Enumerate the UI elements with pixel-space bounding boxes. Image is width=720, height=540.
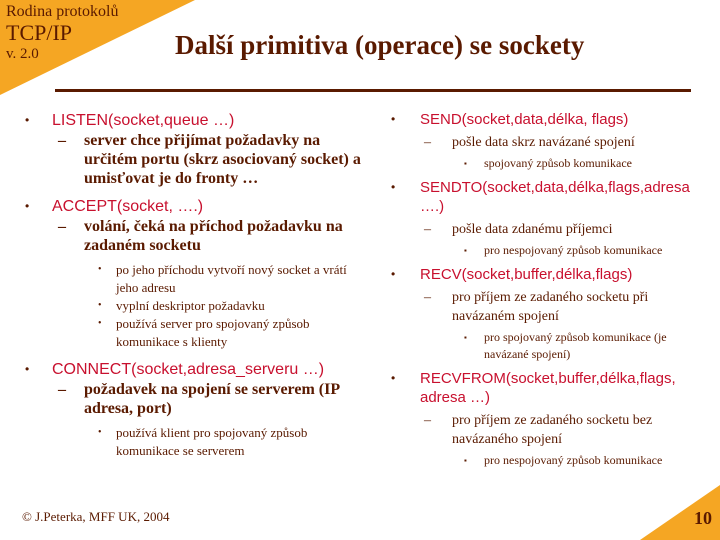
listen-desc: server chce přijímat požadavky na určitém portu (skrz asociovaný socket) a umisťovat je do fronty … [84, 132, 361, 187]
listen-desc-item: – server chce přijímat požadavky na určitém portu (skrz asociovaný socket) a umisťovat je do fronty … [58, 132, 361, 187]
footer-copyright: © J.Peterka, MFF UK, 2004 [22, 509, 170, 524]
left-column [22, 110, 367, 460]
recv-desc-item: – pro příjem ze zadaného socketu při navázaném spojení [424, 290, 649, 324]
bullet-recvfrom: • RECVFROM(socket,buffer,délka,flags, adresa …) [391, 370, 676, 406]
slide-title: Další primitiva (operace) se sockety [175, 30, 585, 60]
sendto-call: SENDTO(socket,data,délka,flags,adresa ….) [420, 179, 690, 215]
send-detail-item: ▪ spojovaný způsob komunikace [464, 156, 632, 170]
send-call: SEND(socket,data,délka, flags) [420, 111, 629, 128]
accept-detail-item: • používá server pro spojovaný způsob komunikace s klienty [98, 316, 310, 349]
sendto-desc-item: – pošle data zdanému příjemci [424, 222, 613, 237]
recv-detail-item: ▪ pro spojovaný způsob komunikace (je navázané spojení) [464, 330, 667, 361]
accept-desc-item: – volání, čeká na příchod požadavku na zadaném socketu [58, 218, 343, 254]
bullet-connect: • CONNECT(socket,adresa_serveru …) [25, 361, 325, 378]
bullet-accept: • ACCEPT(socket, ….) [25, 198, 204, 215]
send-desc-item: – pošle data skrz navázané spojení [424, 135, 635, 150]
bullet-sendto: • SENDTO(socket,data,délka,flags,adresa ….) [391, 179, 690, 215]
page-number: 10 [694, 508, 712, 528]
accept-detail-item: • po jeho příchodu vytvoří nový socket a vrátí jeho adresu [98, 262, 347, 295]
recv-call: RECV(socket,buffer,délka,flags) [420, 266, 633, 283]
brand-line-3: v. 2.0 [6, 46, 39, 62]
connect-desc-item: – požadavek na spojení se serverem (IP adresa, port) [58, 381, 340, 417]
right-column [388, 110, 710, 469]
recv-desc: pro příjem ze zadaného socketu při navázaném spojení [452, 290, 649, 324]
recv-detail: pro spojovaný způsob komunikace (je navázané spojení) [484, 330, 667, 361]
send-desc: pošle data skrz navázané spojení [452, 135, 635, 150]
sendto-detail-item: ▪ pro nespojovaný způsob komunikace [464, 243, 663, 257]
recvfrom-call: RECVFROM(socket,buffer,délka,flags, adresa …) [420, 370, 676, 406]
recvfrom-desc-item: – pro příjem ze zadaného socketu bez navázaného spojení [424, 413, 653, 447]
connect-desc: požadavek na spojení se serverem (IP adresa, port) [84, 381, 340, 417]
bullet-send: • SEND(socket,data,délka, flags) [391, 111, 629, 128]
accept-detail-item: • vyplní deskriptor požadavku [98, 298, 265, 313]
bullet-listen: • LISTEN(socket,queue …) [25, 112, 235, 129]
title-divider [55, 89, 691, 92]
connect-call: CONNECT(socket,adresa_serveru …) [52, 361, 325, 378]
connect-detail-1: používá klient pro spojovaný způsob komunikace se serverem [116, 425, 308, 458]
brand-block [6, 4, 118, 62]
listen-call: LISTEN(socket,queue …) [52, 112, 235, 129]
recvfrom-detail-item: ▪ pro nespojovaný způsob komunikace [464, 453, 663, 467]
accept-detail-3: používá server pro spojovaný způsob komunikace s klienty [116, 316, 310, 349]
brand-line-1: Rodina protokolů [6, 3, 119, 20]
sendto-desc: pošle data zdanému příjemci [452, 222, 613, 237]
bullet-recv: • RECV(socket,buffer,délka,flags) [391, 266, 633, 283]
sendto-detail: pro nespojovaný způsob komunikace [484, 243, 663, 257]
accept-call: ACCEPT(socket, ….) [52, 198, 204, 215]
send-detail: spojovaný způsob komunikace [484, 156, 632, 170]
recvfrom-detail: pro nespojovaný způsob komunikace [484, 453, 663, 467]
accept-desc: volání, čeká na příchod požadavku na zadaném socketu [84, 218, 343, 254]
brand-line-2: TCP/IP [6, 20, 73, 45]
recvfrom-desc: pro příjem ze zadaného socketu bez navázaného spojení [452, 413, 653, 447]
accept-detail-1: po jeho příchodu vytvoří nový socket a vrátí jeho adresu [116, 262, 347, 295]
accept-detail-2: vyplní deskriptor požadavku [116, 298, 265, 313]
connect-detail-item: • používá klient pro spojovaný způsob komunikace se serverem [98, 425, 308, 458]
